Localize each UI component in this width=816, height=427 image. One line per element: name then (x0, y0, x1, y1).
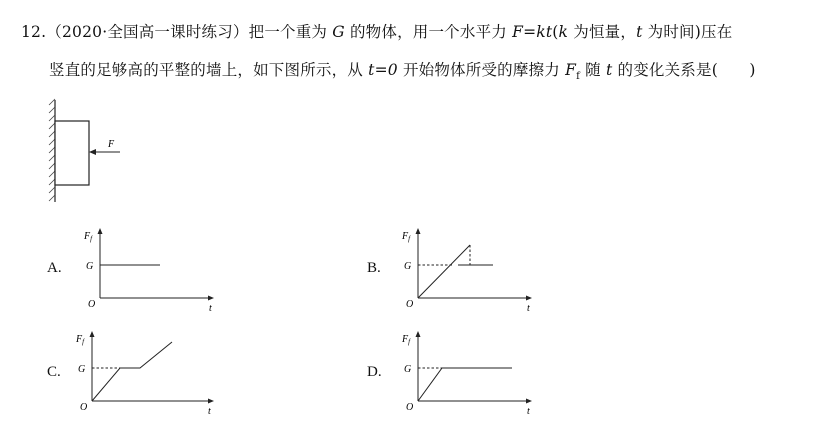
text: 12.（2020·全国高一课时练习）把一个重为 (21, 23, 333, 41)
y-axis-arrow (416, 228, 421, 234)
x-axis-arrow (208, 399, 214, 404)
text: 为时间)压在 (642, 23, 733, 41)
y-axis-label: $F_f$ (76, 334, 85, 346)
x-axis-label: t (209, 303, 212, 314)
y-axis-label: $F_f$ (402, 231, 411, 243)
origin-label: O (88, 299, 96, 310)
friction-line (92, 342, 172, 401)
y-axis-label: $F_f$ (84, 231, 93, 243)
t-symbol: t (636, 23, 643, 41)
weight-symbol: G (332, 23, 345, 41)
x-axis-arrow (526, 399, 532, 404)
option-d-label[interactable]: D. (367, 364, 382, 380)
x-axis-label: t (527, 303, 530, 314)
y-axis-arrow (416, 331, 421, 337)
t0-symbol: t=0 (368, 61, 398, 79)
k-symbol: k (558, 23, 569, 41)
force-arrowhead (89, 149, 96, 155)
friction-symbol: F (565, 61, 577, 79)
origin-label: O (406, 299, 414, 310)
g-label: G (404, 261, 412, 272)
graph-a[interactable] (80, 225, 220, 315)
origin-label: O (406, 402, 414, 413)
option-c-label[interactable]: C. (47, 364, 61, 380)
x-axis-arrow (526, 296, 532, 301)
wall-block-figure (40, 95, 140, 210)
force-label: F (108, 139, 115, 150)
text: ( (552, 23, 559, 41)
wall-hatching (49, 99, 55, 201)
question-line-2 (49, 58, 756, 82)
block (55, 121, 89, 185)
friction-line (418, 368, 512, 401)
graph-d[interactable] (398, 328, 538, 418)
g-label: G (404, 364, 412, 375)
x-axis-arrow (208, 296, 214, 301)
text: 竖直的足够高的平整的墙上，如下图所示，从 (49, 61, 369, 79)
t-symbol: t (605, 61, 613, 79)
friction-subscript: f (576, 71, 580, 83)
option-a-label[interactable]: A. (47, 260, 62, 276)
x-axis-label: t (208, 406, 211, 417)
text: 为恒量， (568, 23, 637, 41)
rising-line (418, 245, 470, 298)
option-b-label[interactable]: B. (367, 260, 381, 276)
y-axis-arrow (90, 331, 95, 337)
x-axis-label: t (527, 406, 530, 417)
text: 的变化关系是( ) (612, 61, 756, 79)
origin-label: O (80, 402, 88, 413)
y-axis-label: $F_f$ (402, 334, 411, 346)
g-label: G (78, 364, 86, 375)
graph-c[interactable] (72, 328, 222, 418)
text: 随 (579, 61, 606, 79)
text: 的物体，用一个水平力 (344, 23, 513, 41)
text: 开始物体所受的摩擦力 (397, 61, 566, 79)
force-formula: F=kt (512, 23, 553, 41)
graph-b[interactable] (398, 225, 538, 315)
y-axis-arrow (98, 228, 103, 234)
question-line-1 (21, 20, 732, 42)
g-label: G (86, 261, 94, 272)
